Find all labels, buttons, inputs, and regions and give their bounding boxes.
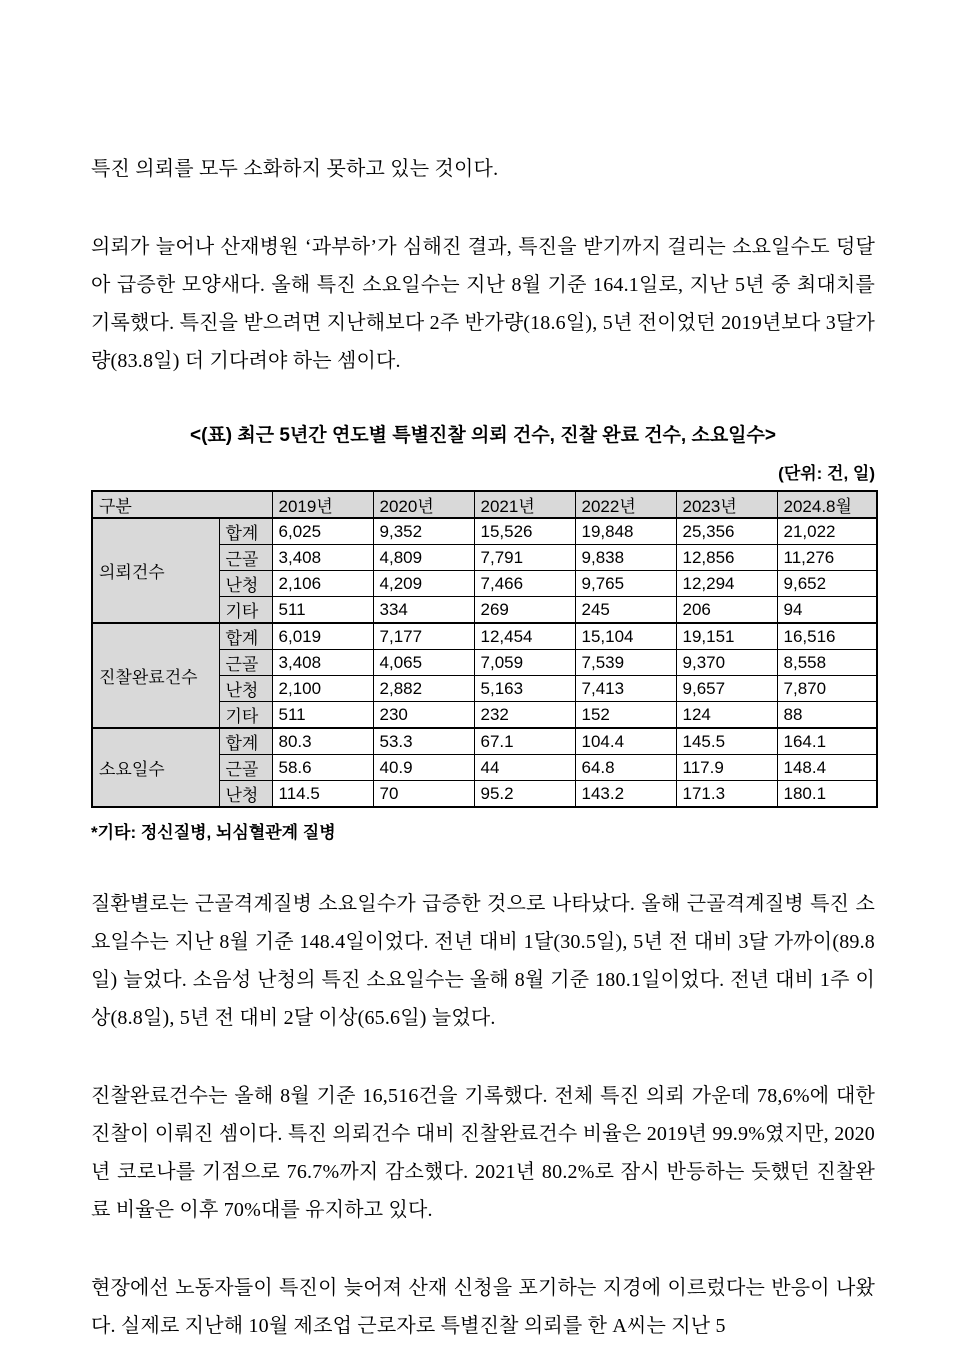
- value-cell: 164.1: [777, 728, 877, 755]
- value-cell: 12,856: [676, 545, 777, 571]
- header-year-cell: 2022년: [575, 491, 676, 518]
- group-label-cell: 진찰완료건수: [92, 623, 219, 728]
- value-cell: 117.9: [676, 755, 777, 781]
- value-cell: 88: [777, 702, 877, 729]
- subcategory-cell: 기타: [219, 702, 272, 729]
- value-cell: 143.2: [575, 781, 676, 808]
- value-cell: 40.9: [373, 755, 474, 781]
- value-cell: 25,356: [676, 518, 777, 545]
- table-row: [92, 623, 877, 650]
- value-cell: 9,370: [676, 650, 777, 676]
- value-cell: 15,104: [575, 623, 676, 650]
- subcategory-cell: 합계: [219, 728, 272, 755]
- paragraph-3: 질환별로는 근골격계질병 소요일수가 급증한 것으로 나타났다. 올해 근골격계질병 특진 소요일수는 지난 8월 기준 148.4일이었다. 전년 대비 1달(30.5일), 5년 전 대비 3달 가까이(89.8일) 늘었다. 소음성 난청의 특진 소요일수는 올해 8월 기준 180.1일이었다. 전년 대비 1주 이상(8.8일), 5년 전 대비 2달 이상(65.6일) 늘었다.: [91, 893, 875, 1029]
- paragraph-4: 진찰완료건수는 올해 8월 기준 16,516건을 기록했다. 전체 특진 의뢰 가운데 78,6%에 대한 진찰이 이뤄진 셈이다. 특진 의뢰건수 대비 진찰완료건수 비율은 2019년 99.9%였지만, 2020년 코로나를 기점으로 76.7%까지 감소했다. 2021년 80.2%로 잠시 반등하는 듯했던 진찰완료 비율은 이후 70%대를 유지하고 있다.: [91, 1085, 875, 1221]
- table-row: [92, 518, 877, 545]
- table-footnote: *기타: 정신질병, 뇌심혈관계 질병: [91, 823, 336, 842]
- value-cell: 19,151: [676, 623, 777, 650]
- subcategory-cell: 난청: [219, 571, 272, 597]
- value-cell: 7,466: [474, 571, 575, 597]
- subcategory-cell: 난청: [219, 676, 272, 702]
- value-cell: 9,657: [676, 676, 777, 702]
- value-cell: 230: [373, 702, 474, 729]
- value-cell: 9,652: [777, 571, 877, 597]
- value-cell: 334: [373, 597, 474, 624]
- value-cell: 511: [272, 597, 373, 624]
- table-title: <(표) 최근 5년간 연도별 특별진찰 의뢰 건수, 진찰 완료 건수, 소요일수>: [190, 425, 776, 446]
- value-cell: 7,413: [575, 676, 676, 702]
- paragraph-5: 현장에선 노동자들이 특진이 늦어져 산재 신청을 포기하는 지경에 이르렀다는 반응이 나왔다. 실제로 지난해 10월 제조업 근로자로 특별진찰 의뢰를 한 A씨는 지난 5: [91, 1277, 875, 1337]
- table-row: [92, 728, 877, 755]
- value-cell: 9,765: [575, 571, 676, 597]
- value-cell: 53.3: [373, 728, 474, 755]
- value-cell: 124: [676, 702, 777, 729]
- value-cell: 6,019: [272, 623, 373, 650]
- value-cell: 4,809: [373, 545, 474, 571]
- value-cell: 232: [474, 702, 575, 729]
- value-cell: 12,294: [676, 571, 777, 597]
- value-cell: 114.5: [272, 781, 373, 808]
- subcategory-cell: 근골: [219, 545, 272, 571]
- value-cell: 4,065: [373, 650, 474, 676]
- subcategory-cell: 기타: [219, 597, 272, 624]
- header-year-cell: 2024.8월: [777, 491, 877, 518]
- header-corner-cell: 구분: [92, 491, 272, 518]
- subcategory-cell: 합계: [219, 623, 272, 650]
- document-content: [91, 150, 875, 1345]
- header-year-cell: 2020년: [373, 491, 474, 518]
- value-cell: 95.2: [474, 781, 575, 808]
- value-cell: 70: [373, 781, 474, 808]
- header-year-cell: 2019년: [272, 491, 373, 518]
- value-cell: 9,838: [575, 545, 676, 571]
- value-cell: 7,539: [575, 650, 676, 676]
- value-cell: 104.4: [575, 728, 676, 755]
- value-cell: 94: [777, 597, 877, 624]
- value-cell: 8,558: [777, 650, 877, 676]
- paragraph-2: 의뢰가 늘어나 산재병원 ‘과부하’가 심해진 결과, 특진을 받기까지 걸리는 소요일수도 덩달아 급증한 모양새다. 올해 특진 소요일수는 지난 8월 기준 164.1일로, 지난 5년 중 최대치를 기록했다. 특진을 받으려면 지난해보다 2주 반가량(18.6일), 5년 전이었던 2019년보다 3달가량(83.8일) 더 기다려야 하는 셈이다.: [91, 236, 875, 372]
- value-cell: 12,454: [474, 623, 575, 650]
- value-cell: 19,848: [575, 518, 676, 545]
- group-label-cell: 소요일수: [92, 728, 219, 807]
- value-cell: 4,209: [373, 571, 474, 597]
- value-cell: 44: [474, 755, 575, 781]
- group-label-cell: 의뢰건수: [92, 518, 219, 623]
- value-cell: 67.1: [474, 728, 575, 755]
- value-cell: 2,106: [272, 571, 373, 597]
- value-cell: 511: [272, 702, 373, 729]
- value-cell: 269: [474, 597, 575, 624]
- value-cell: 7,791: [474, 545, 575, 571]
- header-year-cell: 2021년: [474, 491, 575, 518]
- table-header-row: [92, 491, 877, 518]
- subcategory-cell: 난청: [219, 781, 272, 808]
- value-cell: 16,516: [777, 623, 877, 650]
- value-cell: 3,408: [272, 650, 373, 676]
- header-year-cell: 2023년: [676, 491, 777, 518]
- value-cell: 2,882: [373, 676, 474, 702]
- data-table: [91, 490, 878, 808]
- value-cell: 7,059: [474, 650, 575, 676]
- value-cell: 7,870: [777, 676, 877, 702]
- subcategory-cell: 근골: [219, 650, 272, 676]
- value-cell: 21,022: [777, 518, 877, 545]
- paragraph-1: 특진 의뢰를 모두 소화하지 못하고 있는 것이다.: [91, 158, 499, 180]
- value-cell: 64.8: [575, 755, 676, 781]
- value-cell: 171.3: [676, 781, 777, 808]
- subcategory-cell: 합계: [219, 518, 272, 545]
- value-cell: 152: [575, 702, 676, 729]
- value-cell: 7,177: [373, 623, 474, 650]
- value-cell: 2,100: [272, 676, 373, 702]
- table-unit-label: (단위: 건, 일): [778, 464, 875, 483]
- value-cell: 145.5: [676, 728, 777, 755]
- value-cell: 5,163: [474, 676, 575, 702]
- value-cell: 245: [575, 597, 676, 624]
- value-cell: 148.4: [777, 755, 877, 781]
- value-cell: 180.1: [777, 781, 877, 808]
- value-cell: 15,526: [474, 518, 575, 545]
- value-cell: 11,276: [777, 545, 877, 571]
- value-cell: 206: [676, 597, 777, 624]
- value-cell: 80.3: [272, 728, 373, 755]
- value-cell: 9,352: [373, 518, 474, 545]
- value-cell: 6,025: [272, 518, 373, 545]
- value-cell: 3,408: [272, 545, 373, 571]
- subcategory-cell: 근골: [219, 755, 272, 781]
- value-cell: 58.6: [272, 755, 373, 781]
